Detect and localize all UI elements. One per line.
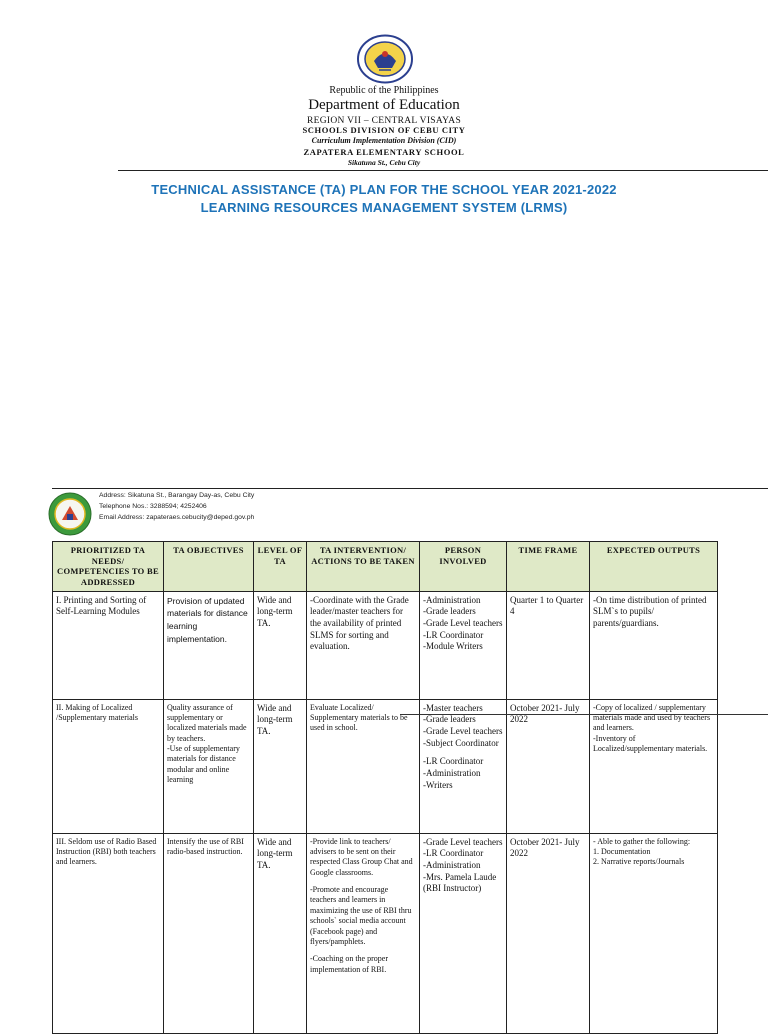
outputs-cell [590, 699, 718, 833]
republic-line: Republic of the Philippines [329, 85, 439, 96]
person-item: -Administration [423, 767, 481, 778]
person-item: -Administration [423, 594, 481, 605]
output-line: -Inventory of Localized/supplementary materials. [593, 733, 708, 754]
table-header-row [53, 542, 718, 592]
need-cell: III. Seldom use of Radio Based Instruction (RBI) both teachers and learners. [53, 833, 164, 1033]
level-cell: Wide and long-term TA. [254, 833, 307, 1033]
person-item: -Module Writers [423, 641, 483, 652]
overlay-divider [400, 714, 768, 715]
col-header-outputs: EXPECTED OUTPUTS [590, 542, 718, 592]
output-line: 1. Documentation [593, 846, 651, 856]
objective-cell: Provision of updated materials for distance learning implementation. [164, 591, 254, 699]
person-item: -LR Coordinator [423, 629, 484, 640]
person-item: -Grade Level teachers [423, 617, 503, 628]
document-title: TECHNICAL ASSISTANCE (TA) PLAN FOR THE SCHOOL YEAR 2021-2022 [151, 182, 617, 197]
footer-email: Email Address: zapateraes.cebucity@deped.gov.ph [99, 514, 255, 521]
intervention-line: -Coaching on the proper implementation of RBI. [310, 954, 388, 974]
col-header-objectives: TA OBJECTIVES [164, 542, 254, 592]
division-line: SCHOOLS DIVISION OF CEBU CITY [302, 125, 466, 135]
footer-telephone: Telephone Nos.: 3288594; 4252406 [99, 503, 207, 510]
level-cell: Wide and long-term TA. [254, 591, 307, 699]
person-item: -Grade leaders [423, 714, 476, 725]
time-cell: Quarter 1 to Quarter 4 [507, 591, 590, 699]
level-cell: Wide and long-term TA. [254, 699, 307, 833]
person-item: -Grade leaders [423, 606, 476, 617]
person-item: -Administration [423, 859, 481, 870]
output-line: - Able to gather the following: [593, 836, 691, 846]
intervention-line: -Promote and encourage teachers and learners in maximizing the use of RBI thru schools` social media account (Facebook page) and flyers/pamphlets. [310, 885, 412, 947]
objective-cell: Intensify the use of RBI radio-based instruction. [164, 833, 254, 1033]
person-item: -LR Coordinator [423, 848, 484, 859]
person-item: -Grade Level teachers [423, 836, 503, 847]
table-row [53, 833, 718, 1033]
objective-cell [164, 699, 254, 833]
person-item: -Subject Coordinator [423, 737, 499, 748]
person-item: -Master teachers [423, 702, 483, 713]
outputs-cell [590, 833, 718, 1033]
col-header-intervention: TA INTERVENTION/ ACTIONS TO BE TAKEN [307, 542, 420, 592]
table-row [53, 699, 718, 833]
persons-cell [420, 591, 507, 699]
cid-line: Curriculum Implementation Division (CID) [311, 136, 457, 145]
person-item: -Grade Level teachers [423, 725, 503, 736]
outputs-cell: -On time distribution of printed SLM`s to pupils/ parents/guardians. [590, 591, 718, 699]
spacer [310, 947, 416, 954]
document-subtitle: LEARNING RESOURCES MANAGEMENT SYSTEM (LRMS) [200, 200, 568, 215]
col-header-persons: PERSON INVOLVED [420, 542, 507, 592]
school-address-line: Sikatuna St., Cebu City [347, 158, 421, 167]
objective-line: Quality assurance of supplementary or localized materials made by teachers. [167, 702, 247, 743]
person-item: -Writers [423, 779, 453, 790]
objective-line: -Use of supplementary materials for distance modular and online learning [167, 744, 240, 785]
intervention-cell: Evaluate Localized/ Supplementary materials to be used in school. [307, 699, 420, 833]
col-header-time: TIME FRAME [507, 542, 590, 592]
spacer [423, 749, 503, 756]
persons-cell [420, 699, 507, 833]
need-cell: II. Making of Localized /Supplementary materials [53, 699, 164, 833]
intervention-cell: -Coordinate with the Grade leader/master teachers for the availability of printed SLMS for sorting and evaluation. [307, 591, 420, 699]
deped-seal-logo [356, 34, 414, 84]
footer-divider [52, 488, 768, 489]
col-header-needs: PRIORITIZED TA NEEDS/ COMPETENCIES TO BE ADDRESSED [53, 542, 164, 592]
output-line: 2. Narrative reports/Journals [593, 857, 685, 867]
intervention-line: -Provide link to teachers/ advisers to be sent on their respected Class Group Chat and Google classrooms. [310, 836, 413, 877]
person-item: -Mrs. Pamela Laude (RBI Instructor) [423, 871, 497, 894]
region-line: REGION VII – CENTRAL VISAYAS [306, 116, 462, 126]
header-divider [118, 170, 768, 171]
table-row [53, 591, 718, 699]
footer-address: Address: Sikatuna St., Barangay Day-as, Cebu City [99, 492, 255, 499]
time-cell: October 2021- July 2022 [507, 699, 590, 833]
department-line: Department of Education [308, 97, 460, 113]
time-cell: October 2021- July 2022 [507, 833, 590, 1033]
output-line: -Copy of localized / supplementary materials made and used by teachers and learners. [593, 702, 711, 733]
school-logo [48, 492, 92, 536]
intervention-cell [307, 833, 420, 1033]
need-cell: I. Printing and Sorting of Self-Learning Modules [53, 591, 164, 699]
spacer [310, 878, 416, 885]
person-item: -LR Coordinator [423, 756, 484, 767]
col-header-level: LEVEL OF TA [254, 542, 307, 592]
ta-plan-table [52, 541, 718, 1034]
persons-cell [420, 833, 507, 1033]
school-line: ZAPATERA ELEMENTARY SCHOOL [303, 147, 465, 157]
